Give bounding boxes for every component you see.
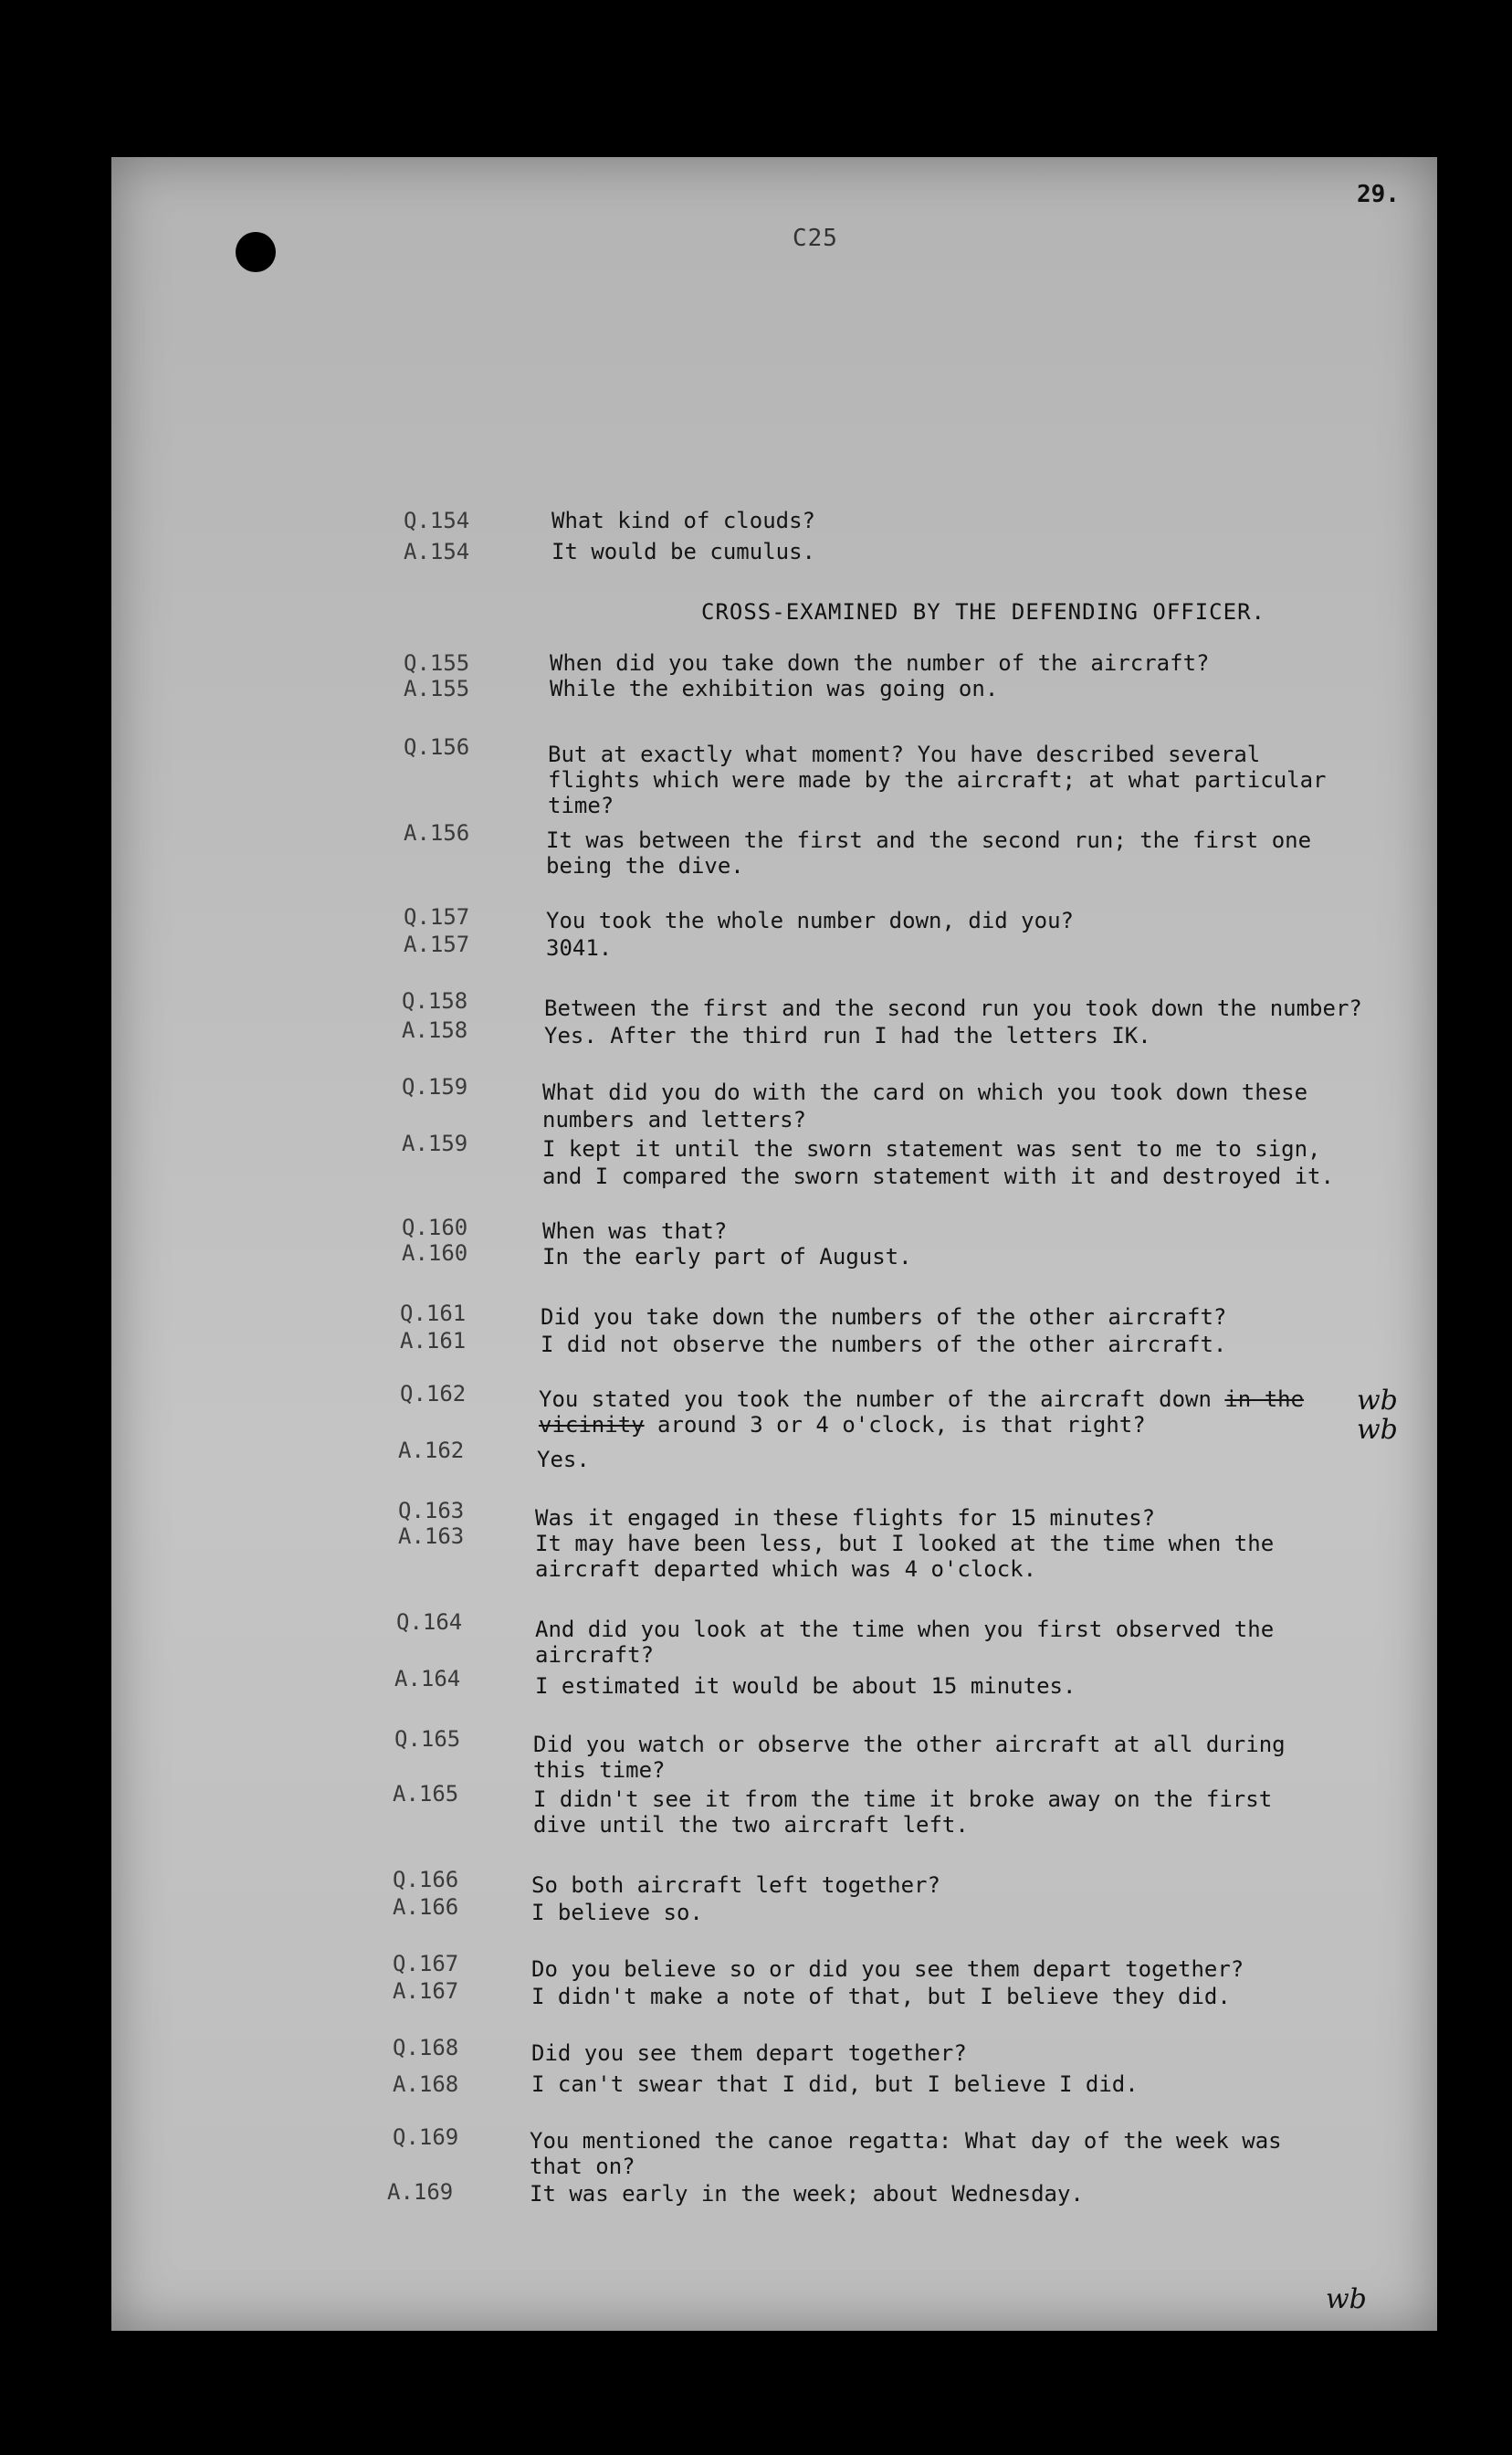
answer-text: and I compared the sworn statement with it and destroyed it.: [542, 1164, 1334, 1189]
section-heading: CROSS-EXAMINED BY THE DEFENDING OFFICER.: [701, 599, 1265, 625]
question-text: Was it engaged in these flights for 15 minutes?: [535, 1505, 1156, 1531]
question-number: Q.155: [404, 650, 470, 676]
answer-number: A.165: [393, 1781, 459, 1807]
question-text: And did you look at the time when you first observed the: [535, 1617, 1275, 1642]
answer-number: A.164: [394, 1666, 461, 1691]
question-text: You mentioned the canoe regatta: What day of the week was: [530, 2128, 1282, 2154]
answer-number: A.154: [404, 539, 470, 564]
answer-text: Yes. After the third run I had the letters IK.: [544, 1023, 1151, 1048]
question-text: Do you believe so or did you see them depart together?: [531, 1956, 1244, 1982]
answer-text: I didn't see it from the time it broke away on the first: [533, 1786, 1273, 1812]
answer-number: A.157: [404, 932, 470, 957]
answer-text: I can't swear that I did, but I believe I did.: [531, 2071, 1139, 2097]
question-number: Q.154: [404, 508, 470, 533]
answer-number: A.163: [398, 1523, 465, 1549]
question-number: Q.163: [398, 1498, 465, 1523]
question-text: What kind of clouds?: [551, 508, 815, 533]
question-text: this time?: [533, 1757, 666, 1783]
answer-number: A.155: [404, 676, 470, 701]
answer-number: A.168: [393, 2071, 459, 2097]
answer-text: Yes.: [537, 1447, 590, 1472]
question-text-line1: [539, 1386, 1304, 1413]
answer-text: I kept it until the sworn statement was sent to me to sign,: [542, 1136, 1321, 1162]
answer-number: A.162: [398, 1438, 465, 1463]
answer-number: A.169: [387, 2179, 454, 2205]
answer-text: It was between the first and the second run; the first one: [546, 827, 1312, 853]
question-text: numbers and letters?: [542, 1107, 806, 1133]
question-number: Q.156: [404, 734, 470, 760]
margin-initial: wb: [1357, 1414, 1398, 1446]
question-text: But at exactly what moment? You have described several: [548, 742, 1261, 767]
answer-text: It would be cumulus.: [551, 539, 815, 564]
answer-text: In the early part of August.: [542, 1244, 912, 1270]
struck-text: vicinity: [539, 1412, 645, 1438]
question-text: You took the whole number down, did you?: [546, 908, 1074, 933]
answer-number: A.161: [400, 1328, 467, 1354]
answer-text: being the dive.: [546, 853, 744, 879]
answer-text: I believe so.: [531, 1900, 703, 1925]
question-text: So both aircraft left together?: [531, 1872, 940, 1898]
answer-text: I didn't make a note of that, but I believe they did.: [531, 1984, 1231, 2009]
question-number: Q.162: [400, 1381, 467, 1407]
question-number: Q.167: [393, 1951, 459, 1976]
question-number: Q.160: [402, 1215, 468, 1240]
question-number: Q.159: [402, 1074, 468, 1100]
question-text: When did you take down the number of the aircraft?: [550, 650, 1210, 676]
question-number: Q.165: [394, 1726, 461, 1752]
question-number: Q.158: [402, 988, 468, 1014]
answer-number: A.167: [393, 1978, 459, 2004]
question-text-line2: [539, 1412, 1146, 1438]
question-text-segment: around 3 or 4 o'clock, is that right?: [644, 1412, 1146, 1438]
answer-text: I did not observe the numbers of the other aircraft.: [541, 1332, 1227, 1357]
question-text: When was that?: [542, 1218, 728, 1244]
question-number: Q.169: [393, 2124, 459, 2150]
punch-hole: [236, 232, 276, 272]
answer-text: dive until the two aircraft left.: [533, 1812, 969, 1838]
answer-text: While the exhibition was going on.: [550, 676, 999, 701]
question-number: Q.168: [393, 2035, 459, 2060]
page-number: 29.: [1357, 181, 1400, 208]
answer-text: 3041.: [546, 935, 613, 961]
question-text: that on?: [530, 2154, 635, 2179]
answer-number: A.160: [402, 1240, 468, 1266]
answer-number: A.158: [402, 1017, 468, 1043]
margin-initial: wb: [1357, 1385, 1398, 1417]
question-text: What did you do with the card on which you took down these: [542, 1080, 1308, 1105]
answer-number: A.156: [404, 820, 470, 846]
question-text: Did you take down the numbers of the other aircraft?: [541, 1304, 1227, 1330]
question-text: time?: [548, 793, 614, 818]
answer-text: aircraft departed which was 4 o'clock.: [535, 1556, 1037, 1582]
answer-text: It may have been less, but I looked at the time when the: [535, 1531, 1275, 1556]
answer-text: I estimated it would be about 15 minutes.: [535, 1673, 1076, 1699]
question-text: flights which were made by the aircraft; at what particular: [548, 767, 1327, 793]
question-text: aircraft?: [535, 1642, 655, 1668]
document-code: C25: [793, 225, 838, 252]
struck-text: in the: [1224, 1386, 1305, 1412]
question-text-segment: You stated you took the number of the aircraft down: [539, 1386, 1225, 1412]
question-text: Between the first and the second run you took down the number?: [544, 996, 1362, 1021]
question-number: Q.164: [396, 1609, 463, 1635]
answer-number: A.159: [402, 1131, 468, 1156]
question-number: Q.157: [404, 904, 470, 930]
question-number: Q.161: [400, 1301, 467, 1326]
margin-initial: wb: [1326, 2283, 1367, 2315]
question-number: Q.166: [393, 1867, 459, 1892]
question-text: Did you see them depart together?: [531, 2040, 967, 2066]
answer-number: A.166: [393, 1894, 459, 1920]
answer-text: It was early in the week; about Wednesday.: [530, 2181, 1084, 2207]
question-text: Did you watch or observe the other aircraft at all during: [533, 1732, 1286, 1757]
